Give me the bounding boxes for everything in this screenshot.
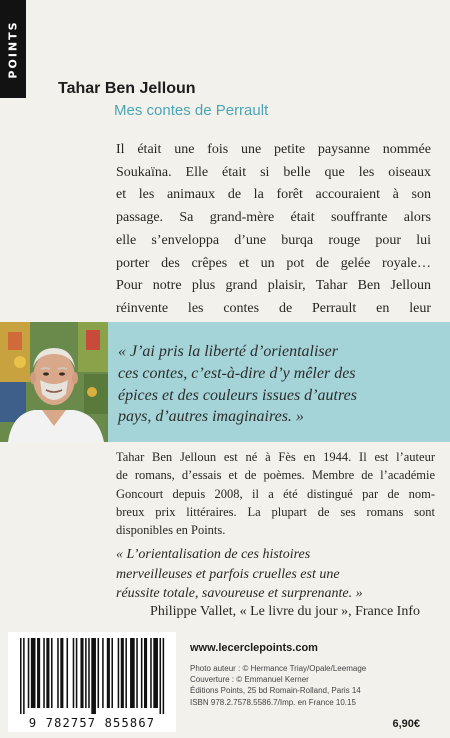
author-portrait-image (0, 322, 108, 442)
review-line: merveilleuses et parfois cruelles est une (116, 566, 340, 582)
barcode-bar (57, 638, 59, 708)
barcode-bar (153, 638, 158, 708)
barcode-bar (91, 638, 96, 714)
author-bio (116, 448, 435, 539)
review-line: réussite totale, savoureuse et surprenante. » (116, 586, 363, 601)
barcode-bar (60, 638, 63, 708)
barcode-bar (107, 638, 110, 708)
barcode-bar (163, 638, 165, 714)
barcode-bar (136, 638, 138, 708)
barcode-bar (28, 638, 30, 708)
synopsis-line: passage. Sa grand-mère était souffrante alors (116, 210, 431, 226)
credits-line: Éditions Points, 25 bd Romain-Rolland, Paris 14 (190, 686, 361, 696)
credits-block (190, 663, 366, 708)
barcode-bar (121, 638, 124, 708)
barcode-bar (144, 638, 147, 708)
press-review (116, 545, 435, 604)
synopsis-line: porter des crêpes et un pot de gelée royale… (116, 255, 431, 271)
bio-line: Goncourt depuis 2008, il a été distingué par de nom- (116, 486, 435, 501)
points-logo (0, 0, 26, 98)
barcode-bar (73, 638, 75, 708)
barcode-bar (51, 638, 53, 708)
barcode-bar (130, 638, 135, 708)
synopsis-line: réinvente les contes de Perrault en leur (116, 300, 431, 316)
synopsis-line: Soukaïna. Elle était si belle que les oiseaux (116, 164, 431, 180)
barcode-bar (46, 638, 49, 708)
credits-line: ISBN 978.2.7578.5586.7/Imp. en France 10.15 (190, 697, 356, 707)
barcode-digits: 9 782757 855867 (28, 716, 156, 730)
barcode-bar (111, 638, 113, 708)
price-tag: 6,90€ (392, 718, 420, 730)
synopsis-line: Il était une fois une petite paysanne nommée (116, 142, 431, 157)
quote-line: pays, d’autres imaginaires. » (118, 408, 304, 426)
barcode-bar (150, 638, 152, 708)
synopsis (116, 139, 431, 343)
barcode-bars (16, 638, 168, 714)
bio-line: Tahar Ben Jelloun est né à Fès en 1944. Il est l’auteur (116, 450, 435, 464)
barcode-bar (88, 638, 90, 708)
credits-line: Photo auteur : © Hermance Triay/Opale/Leemage (190, 664, 367, 673)
barcode-bar (20, 638, 22, 714)
review-attribution: Philippe Vallet, « Le livre du jour », France Info (150, 604, 420, 619)
bio-line: breux prix littéraires. La plupart de ses romans sont (116, 504, 435, 519)
bio-line: disponibles en Points. (116, 523, 226, 538)
barcode-bar (67, 638, 69, 708)
barcode-bar (141, 638, 143, 708)
points-logo-text: POINTS (6, 19, 20, 79)
author-name: Tahar Ben Jelloun (58, 80, 196, 97)
isbn-barcode (8, 632, 176, 732)
barcode-bar (37, 638, 40, 708)
quote-line: « J’ai pris la liberté d’orientaliser (118, 343, 338, 360)
barcode-bar (80, 638, 83, 708)
credits-line: Couverture : © Emmanuel Kerner (190, 675, 309, 685)
bio-line: de romans, d’essais et de poèmes. Membre de l’académie (116, 468, 435, 483)
barcode-bar (125, 638, 127, 708)
barcode-bar (43, 638, 45, 708)
review-line: « L’orientalisation de ces histoires (116, 547, 311, 562)
author-photo (0, 322, 108, 442)
barcode-bar (98, 638, 100, 708)
quote-line: épices et des couleurs issues d’autres (118, 386, 357, 404)
synopsis-line: Pour notre plus grand plaisir, Tahar Ben Jelloun (116, 278, 431, 294)
publisher-website: www.lecerclepoints.com (190, 642, 318, 654)
barcode-bar (85, 638, 87, 708)
synopsis-line: et les animaux de la forêt accouraient à son (116, 187, 431, 203)
author-quote (118, 341, 440, 428)
synopsis-line: elle s’enveloppa d’une burqa rouge pour lui (116, 232, 431, 248)
book-title: Mes contes de Perrault (114, 102, 269, 119)
barcode-bar (76, 638, 78, 708)
barcode-bar (31, 638, 36, 708)
barcode-bar (23, 638, 25, 714)
quote-line: ces contes, c’est-à-dire d’y mêler des (118, 364, 356, 382)
barcode-bar (118, 638, 120, 708)
barcode-bar (160, 638, 162, 714)
barcode-bar (102, 638, 104, 708)
